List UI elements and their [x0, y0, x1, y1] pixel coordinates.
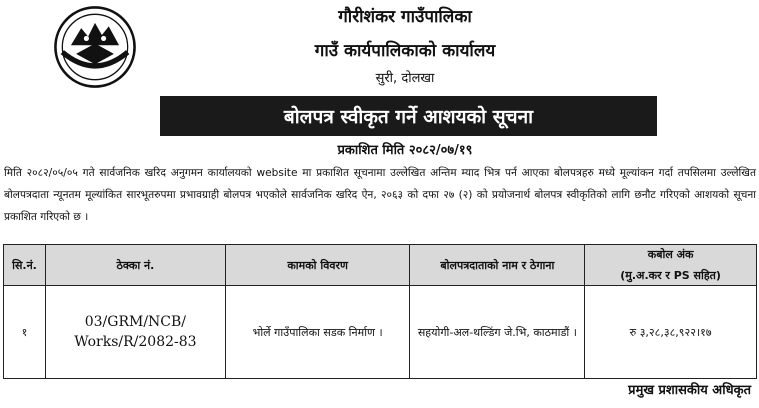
notice-body: मिति २०८२/०५/०५ गते सार्वजनिक खरिद अनुगमन कार्यालयको website मा प्रकाशित सूचनामा उल्लेखित अन्तिम म्याद भित्र पर्न आएका बोलपत्रहरु मध्ये मूल्यांकन गर्दा तपसिलमा उल्लेखित बोलपत्रदाता न्यूनतम मूल्यांकित सारभूतरुपमा प्रभावग्राही बोलपत्र भएकोले सार्वजनिक खरिद ऐन, २०६३ को दफा २७ (२) को प्रयोजनार्थ बोलपत्र स्वीकृतिको लागि छनौट गरिएको आशयको सूचना प्रकाशित गरिएको छ । [4, 167, 756, 223]
cell-contract-no: 03/GRM/NCB/ Works/R/2082-83 [45, 286, 225, 379]
cell-sn: १ [4, 286, 46, 379]
header-amount-label: कबोल अंक [647, 248, 694, 261]
table-row [4, 286, 757, 379]
cell-bidder: सहयोगी-अल-थल्डिंग जे.भि, काठमाडौं । [410, 286, 585, 379]
header-bidder: बोलपत्रदाताको नाम र ठेगाना [410, 245, 585, 286]
header-amount-sub: (मु.अ.कर र PS सहित) [620, 269, 721, 282]
cell-work: भोर्ले गाउँपालिका सडक निर्माण । [225, 286, 410, 379]
bid-table [3, 244, 757, 379]
header-work: कामको विवरण [225, 245, 410, 286]
signature-title: प्रमुख प्रशासकीय अधिकृत [628, 383, 751, 398]
table-header-row [4, 245, 757, 286]
header-sn: सि.नं. [4, 245, 46, 286]
notice-title: बोलपत्र स्वीकृत गर्ने आशयको सूचना [283, 106, 534, 128]
municipality-name: गौरीशंकर गाउँपालिका [338, 7, 472, 27]
header-amount [585, 245, 757, 286]
government-emblem-icon [52, 4, 138, 90]
cell-amount: रु ३,२८,३८,९२२।१७ [585, 286, 757, 379]
office-name: गाउँ कार्यपालिकाको कार्यालय [314, 41, 496, 61]
published-date: प्रकाशित मिति २०८२/०७/१९ [337, 143, 473, 158]
header-contract-no: ठेक्का नं. [45, 245, 225, 286]
office-location: सुरी, दोलखा [375, 71, 435, 86]
notice-title-banner [160, 96, 657, 136]
